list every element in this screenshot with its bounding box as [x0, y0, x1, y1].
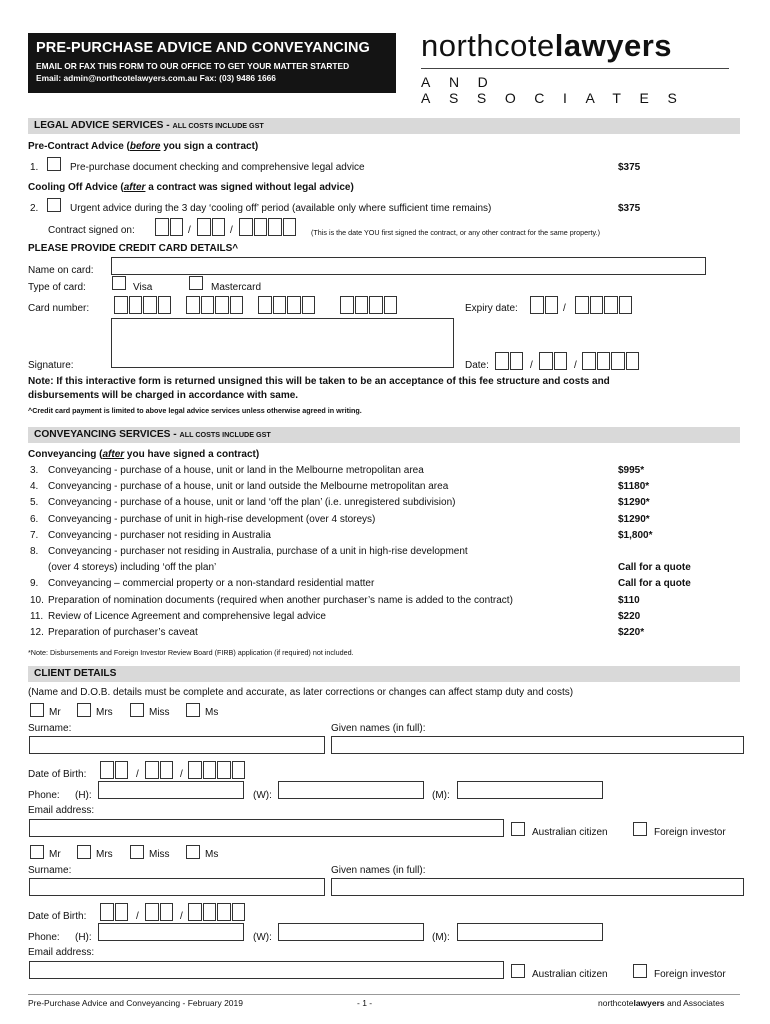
title-ms-checkbox[interactable] — [186, 703, 200, 717]
australian-citizen-label: Australian citizen — [532, 969, 608, 980]
item-number: 3. — [30, 465, 39, 476]
item-1-price: $375 — [618, 162, 641, 173]
contract-signed-label: Contract signed on: — [48, 225, 135, 236]
item-label: Preparation of nomination documents (required when another purchaser’s name is added to the contract) — [48, 594, 513, 606]
client-section-heading: CLIENT DETAILS — [28, 666, 740, 682]
title-miss-label: Miss — [149, 849, 170, 860]
phone-h-label: (H): — [75, 932, 92, 943]
item-number: 12. — [30, 627, 44, 638]
phone-home-input[interactable] — [98, 781, 244, 799]
title-mrs-label: Mrs — [96, 849, 113, 860]
surname-label: Surname: — [28, 865, 72, 876]
dob-slash: / — [136, 911, 139, 922]
card-number-label: Card number: — [28, 303, 90, 314]
conveyancing-subheading: Conveyancing (after you have signed a contract) — [28, 449, 260, 460]
title-mr-checkbox[interactable] — [30, 845, 44, 859]
expiry-year-field[interactable] — [575, 296, 633, 314]
footer-right: northcotelawyers and Associates — [598, 998, 725, 1008]
item-number: 9. — [30, 578, 39, 590]
item-label: Conveyancing - purchase of a house, unit or land in the Melbourne metropolitan area — [48, 465, 424, 476]
title-mrs-label: Mrs — [96, 707, 113, 718]
item-number: 11. — [30, 610, 44, 622]
email-label: Email address: — [28, 947, 95, 958]
cooling-off-heading: Cooling Off Advice (after a contract was signed without legal advice) — [28, 182, 354, 193]
signature-box[interactable] — [111, 318, 454, 368]
australian-citizen-label: Australian citizen — [532, 827, 608, 838]
credit-card-limit-note: ^Credit card payment is limited to above legal advice services unless otherwise agreed in writing. — [28, 406, 362, 415]
surname-input[interactable] — [29, 878, 325, 896]
mastercard-checkbox[interactable] — [189, 276, 203, 290]
form-title: PRE-PURCHASE ADVICE AND CONVEYANCING — [36, 40, 370, 56]
item-2-price: $375 — [618, 203, 641, 214]
item-number: 6. — [30, 513, 39, 525]
footer-rule — [28, 994, 740, 995]
foreign-investor-label: Foreign investor — [654, 827, 726, 838]
phone-h-label: (H): — [75, 790, 92, 801]
phone-work-input[interactable] — [278, 781, 424, 799]
item-label: Preparation of purchaser’s caveat — [48, 627, 198, 638]
phone-label: Phone: — [28, 790, 60, 801]
email-label: Email address: — [28, 805, 95, 816]
title-mrs-checkbox[interactable] — [77, 703, 91, 717]
item-price: $995* — [618, 465, 645, 476]
item-1-label: Pre-purchase document checking and comprehensive legal advice — [70, 162, 365, 173]
dob-year-field[interactable] — [188, 761, 246, 779]
signature-day-field[interactable] — [495, 352, 524, 370]
phone-m-label: (M): — [432, 932, 450, 943]
contract-date-note: (This is the date YOU first signed the contract, or any other contract for the same property.) — [311, 228, 600, 237]
form-contact: Email: admin@northcotelawyers.com.au Fax: (03) 9486 1666 — [36, 73, 276, 83]
item-label: Conveyancing - purchaser not residing in Australia, purchase of a unit in high-rise development — [48, 546, 468, 557]
phone-mobile-input[interactable] — [457, 781, 603, 799]
dob-label: Date of Birth: — [28, 911, 87, 922]
dob-month-field[interactable] — [145, 761, 174, 779]
name-on-card-label: Name on card: — [28, 265, 94, 276]
phone-mobile-input[interactable] — [457, 923, 603, 941]
form-title-box — [28, 33, 396, 93]
item-number: 7. — [30, 529, 39, 541]
item-price: $1180* — [618, 481, 650, 493]
expiry-month-field[interactable] — [530, 296, 559, 314]
contract-month-field[interactable] — [197, 218, 226, 236]
dob-slash: / — [180, 911, 183, 922]
australian-citizen-checkbox[interactable] — [511, 822, 525, 836]
email-input[interactable] — [29, 961, 504, 979]
signature-year-field[interactable] — [582, 352, 640, 370]
title-ms-label: Ms — [205, 707, 219, 718]
type-of-card-label: Type of card: — [28, 282, 86, 293]
title-mrs-checkbox[interactable] — [77, 845, 91, 859]
item-label: Conveyancing – commercial property or a non-standard residential matter — [48, 578, 375, 590]
foreign-investor-checkbox[interactable] — [633, 964, 647, 978]
expiry-label: Expiry date: — [465, 303, 518, 314]
phone-home-input[interactable] — [98, 923, 244, 941]
dob-day-field[interactable] — [100, 761, 129, 779]
item-price: $1,800* — [618, 529, 653, 541]
visa-checkbox[interactable] — [112, 276, 126, 290]
title-ms-checkbox[interactable] — [186, 845, 200, 859]
firm-logo-sub: AND ASSOCIATES — [421, 74, 696, 106]
title-miss-checkbox[interactable] — [130, 703, 144, 717]
australian-citizen-checkbox[interactable] — [511, 964, 525, 978]
item-price: $110 — [618, 594, 640, 606]
phone-work-input[interactable] — [278, 923, 424, 941]
unsigned-note-1: Note: If this interactive form is returned unsigned this will be taken to be an acceptance of this fee structure and costs and — [28, 376, 610, 387]
item-number: 5. — [30, 497, 39, 509]
surname-input[interactable] — [29, 736, 325, 754]
title-mr-label: Mr — [49, 849, 61, 860]
visa-label: Visa — [133, 282, 153, 293]
dob-label: Date of Birth: — [28, 769, 87, 780]
item-price: Call for a quote — [618, 562, 691, 574]
client-instruction: (Name and D.O.B. details must be complete and accurate, as later corrections or changes can affect stamp duty and costs) — [28, 687, 574, 698]
title-miss-label: Miss — [149, 707, 170, 718]
item-label: (over 4 storeys) including ‘off the plan’ — [48, 562, 217, 574]
unsigned-note-2: disbursements will be charged in accordance with same. — [28, 390, 299, 401]
email-input[interactable] — [29, 819, 504, 837]
dob-year-field[interactable] — [188, 903, 246, 921]
item-price: $1290* — [618, 497, 650, 509]
given-names-label: Given names (in full): — [331, 865, 426, 876]
phone-w-label: (W): — [253, 790, 272, 801]
card-number-group-1[interactable] — [114, 296, 172, 314]
item-2-checkbox[interactable] — [47, 198, 61, 212]
item-price: $220 — [618, 610, 641, 622]
dob-slash: / — [180, 769, 183, 780]
card-number-group-3[interactable] — [258, 296, 316, 314]
item-2-label: Urgent advice during the 3 day ‘cooling off’ period (available only where sufficient time remains) — [70, 203, 492, 214]
item-1-checkbox[interactable] — [47, 157, 61, 171]
item-price: Call for a quote — [618, 578, 691, 590]
firm-logo: northcotelawyers — [421, 28, 673, 63]
given-names-input[interactable] — [331, 736, 744, 754]
form-instruction: EMAIL OR FAX THIS FORM TO OUR OFFICE TO GET YOUR MATTER STARTED — [36, 61, 350, 71]
item-number: 10. — [30, 594, 44, 606]
title-miss-checkbox[interactable] — [130, 845, 144, 859]
signature-month-field[interactable] — [539, 352, 568, 370]
item-label: Review of Licence Agreement and comprehensive legal advice — [48, 610, 326, 622]
item-price: $1290* — [618, 513, 650, 525]
signature-date-label: Date: — [465, 360, 489, 371]
item-label: Conveyancing - purchase of unit in high-rise development (over 4 storeys) — [48, 513, 376, 525]
logo-rule — [421, 68, 729, 69]
item-label: Conveyancing - purchase of a house, unit or land outside the Melbourne metropolitan area — [48, 481, 449, 493]
signature-label: Signature: — [28, 360, 74, 371]
mastercard-label: Mastercard — [211, 282, 262, 293]
title-mr-checkbox[interactable] — [30, 703, 44, 717]
phone-label: Phone: — [28, 932, 60, 943]
page-number: - 1 - — [357, 998, 373, 1008]
contract-year-field[interactable] — [239, 218, 297, 236]
card-number-group-4[interactable] — [340, 296, 398, 314]
dob-day-field[interactable] — [100, 903, 129, 921]
item-1-number: 1. — [30, 162, 39, 173]
item-number: 8. — [30, 546, 39, 557]
contract-day-field[interactable] — [155, 218, 184, 236]
pre-contract-heading: Pre-Contract Advice (before you sign a contract) — [28, 141, 259, 152]
dob-slash: / — [136, 769, 139, 780]
item-number: 4. — [30, 481, 39, 493]
footer-left: Pre-Purchase Advice and Conveyancing - February 2019 — [28, 998, 243, 1008]
item-label: Conveyancing - purchase of a house, unit or land ‘off the plan’ (i.e. unregistered subdivision) — [48, 497, 456, 509]
title-mr-label: Mr — [49, 707, 61, 718]
phone-w-label: (W): — [253, 932, 272, 943]
credit-card-heading: PLEASE PROVIDE CREDIT CARD DETAILS^ — [28, 243, 239, 254]
surname-label: Surname: — [28, 723, 72, 734]
foreign-investor-label: Foreign investor — [654, 969, 726, 980]
conveyancing-section-heading: CONVEYANCING SERVICES - ALL COSTS INCLUDE GST — [28, 427, 740, 443]
card-number-group-2[interactable] — [186, 296, 244, 314]
disbursements-note: *Note: Disbursements and Foreign Investor Review Board (FIRB) application (if required) not included. — [28, 648, 354, 657]
name-on-card-input[interactable] — [111, 257, 706, 275]
given-names-input[interactable] — [331, 878, 744, 896]
item-label: Conveyancing - purchaser not residing in Australia — [48, 529, 271, 541]
phone-m-label: (M): — [432, 790, 450, 801]
title-ms-label: Ms — [205, 849, 219, 860]
dob-month-field[interactable] — [145, 903, 174, 921]
item-2-number: 2. — [30, 203, 39, 214]
given-names-label: Given names (in full): — [331, 723, 426, 734]
legal-section-heading: LEGAL ADVICE SERVICES - ALL COSTS INCLUDE GST — [28, 118, 740, 134]
item-price: $220* — [618, 627, 645, 638]
foreign-investor-checkbox[interactable] — [633, 822, 647, 836]
